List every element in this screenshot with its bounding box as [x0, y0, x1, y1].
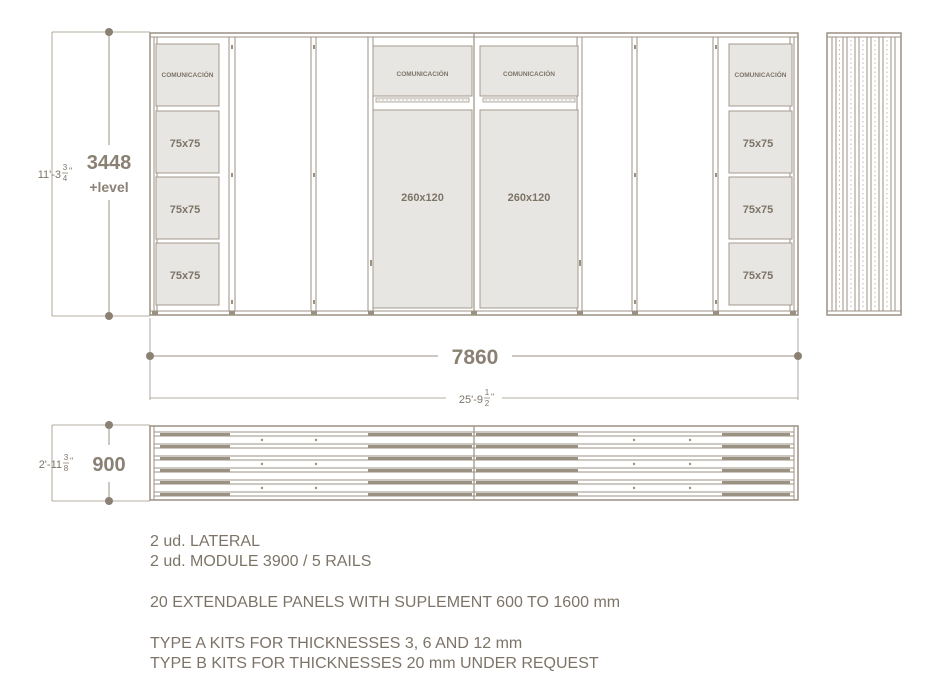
svg-text:3: 3 — [62, 163, 68, 172]
svg-text:4: 4 — [62, 174, 68, 183]
svg-text:25'-9: 25'-9 — [458, 394, 483, 406]
panel-column-center-right — [480, 46, 578, 308]
svg-text:2: 2 — [484, 399, 490, 408]
svg-text:1: 1 — [484, 388, 490, 397]
panel-label: 260x120 — [507, 192, 551, 204]
panel-label: COMUNICACIÓN — [734, 72, 787, 79]
dimension-end-dot — [794, 352, 802, 360]
svg-text:": " — [491, 392, 495, 402]
spec-line-module: 2 ud. MODULE 3900 / 5 RAILS — [150, 553, 372, 570]
svg-text:": " — [69, 166, 73, 176]
depth-dimension — [39, 421, 150, 505]
panel-label: COMUNICACIÓN — [396, 71, 449, 78]
dimension-end-dot — [105, 312, 113, 320]
panel-label: 75x75 — [169, 270, 201, 282]
dimension-end-dot — [105, 497, 113, 505]
panel — [373, 110, 472, 308]
panel-label: 75x75 — [742, 138, 774, 150]
spec-line-panels: 20 EXTENDABLE PANELS WITH SUPLEMENT 600 TO 1600 mm — [150, 594, 621, 611]
height-note-label: +level — [89, 179, 129, 195]
height-dimension — [38, 28, 150, 320]
spec-line-lateral: 2 ud. LATERAL — [150, 533, 260, 550]
dimension-end-dot — [105, 421, 113, 429]
svg-text:": " — [70, 456, 74, 466]
panel-label: 75x75 — [169, 138, 201, 150]
svg-text:3: 3 — [63, 453, 69, 462]
svg-text:2'-11: 2'-11 — [38, 459, 62, 471]
spec-line-type-a: TYPE A KITS FOR THICKNESSES 3, 6 AND 12 mm — [150, 635, 523, 652]
plan-view — [150, 426, 798, 500]
side-view — [827, 33, 901, 315]
dimension-end-dot — [105, 28, 113, 36]
panel-label: 75x75 — [169, 204, 201, 216]
spec-line-type-b: TYPE B KITS FOR THICKNESSES 20 mm UNDER REQUEST — [150, 655, 599, 672]
panel-label: COMUNICACIÓN — [161, 72, 214, 79]
panel — [480, 110, 578, 308]
depth-imperial-label — [39, 453, 74, 473]
side-view-frame — [827, 33, 901, 315]
panel-label: 75x75 — [742, 204, 774, 216]
front-elevation — [150, 33, 798, 315]
height-mm-label: 3448 — [86, 152, 132, 174]
svg-text:8: 8 — [63, 464, 69, 473]
height-imperial-label — [38, 163, 73, 183]
width-imperial-label — [459, 388, 494, 408]
width-dimension — [146, 318, 802, 408]
panel-label: 260x120 — [401, 192, 444, 204]
panel-label: 75x75 — [742, 270, 774, 282]
dimension-end-dot — [146, 352, 154, 360]
panel-label: COMUNICACIÓN — [503, 71, 555, 78]
width-mm-label: 7860 — [451, 346, 499, 369]
specs-list — [150, 532, 620, 674]
svg-text:11'-3: 11'-3 — [37, 169, 61, 181]
depth-mm-label: 900 — [92, 454, 126, 476]
panel-column-center-left — [373, 46, 472, 308]
